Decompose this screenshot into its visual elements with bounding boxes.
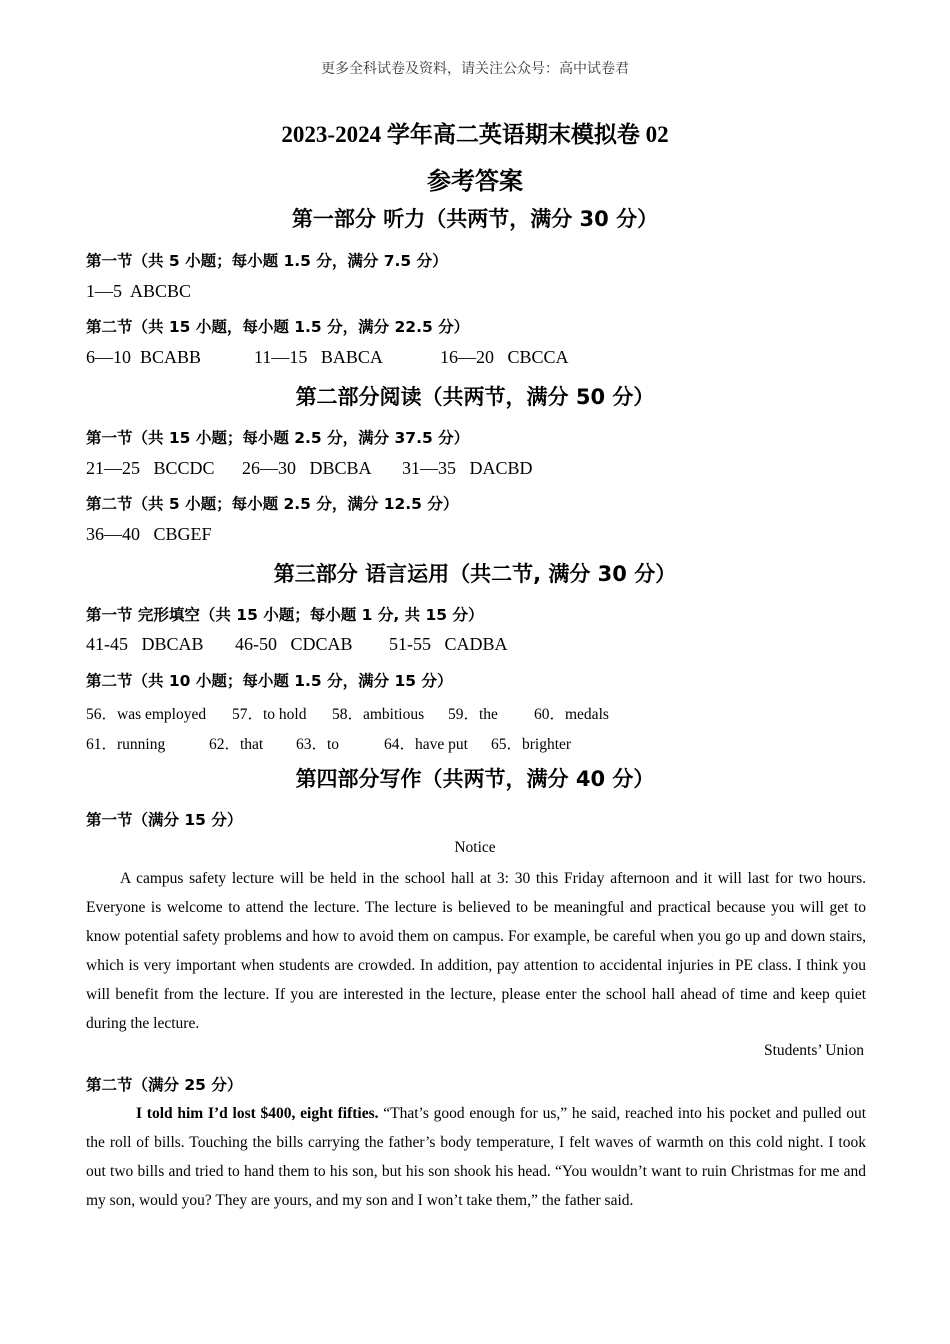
fill-row [86, 732, 571, 754]
answer-group: 11—15 BABCA [254, 347, 383, 367]
notice-signature: Students’ Union [763, 1042, 864, 1059]
answer-group: 31—35 DACBD [402, 458, 533, 478]
answer-group: 26—30 DBCBA [242, 458, 372, 478]
part1-section2-answers [86, 347, 569, 368]
answer-group: 6—10 BCABB [86, 347, 202, 367]
answer-group: 16—20 CBCCA [440, 347, 569, 367]
answer-group: 1—5 ABCBC [86, 281, 192, 301]
part3-section1-heading: 第一节 完形填空（共 15 小题；每小题 1 分, 共 15 分） [86, 606, 484, 624]
fill-answer: 65．brighter [491, 736, 572, 753]
fill-answer: 56．was employed [86, 706, 207, 723]
part1-section1-answers [86, 281, 191, 302]
part2-section1-answers [86, 458, 533, 479]
notice-title: Notice [454, 839, 496, 856]
notice-paragraph: A campus safety lecture will be held in the school hall at 3: 30 this Friday afternoon and it will last for two hours. Everyone is welcome to attend the lecture. The lecture is believed to be meaningful and practical because you will get to know potential safety problems and how to avoid them on campus. For example, be careful when you go up and down stairs, which is very important when students are crowded. In addition, pay attention to accidental injuries in PE class. I think you will benefit from the lecture. If you are interested in the lecture, please enter the school hall ahead of time and keep quiet during the lecture. [86, 870, 866, 1032]
story-text: “That’s good enough for us,” he said, reached into his pocket and pulled out the roll of bills. Touching the bills carrying the father’s body temperature, I felt waves of warmth on this cold night. I took out two bills and tried to hand them to his son, but his son shook his head. “You wouldn’t want to ruin Christmas for me and my son, would you? They are yours, and my son and I won’t take them,” the father said. [86, 1105, 866, 1209]
document-title: 2023-2024 学年高二英语期末模拟卷 02 [281, 122, 669, 147]
answer-group: 41-45 DBCAB [86, 634, 204, 654]
fill-answer: 61．running [86, 736, 166, 753]
fill-answer: 60．medals [534, 706, 609, 723]
header-note: 更多全科试卷及资料，请关注公众号：高中试卷君 [321, 62, 629, 77]
notice-body [86, 864, 866, 1038]
part3-heading: 第三部分 语言运用（共二节, 满分 30 分） [273, 562, 677, 586]
part1-heading: 第一部分 听力（共两节，满分 30 分） [291, 207, 659, 231]
part4-section1-heading: 第一节（满分 15 分） [86, 811, 243, 829]
answer-group: 36—40 CBGEF [86, 524, 212, 544]
part2-section2-answers [86, 524, 212, 545]
part3-section1-answers [86, 634, 508, 655]
part2-heading: 第二部分阅读（共两节，满分 50 分） [295, 385, 655, 409]
part3-section2-heading: 第二节（共 10 小题；每小题 1.5 分，满分 15 分） [86, 672, 453, 690]
answer-group: 21—25 BCCDC [86, 458, 215, 478]
fill-answer: 59．the [448, 706, 498, 723]
fill-answer: 62．that [209, 736, 264, 753]
fill-answer: 64．have put [384, 736, 468, 753]
part2-section1-heading: 第一节（共 15 小题；每小题 2.5 分，满分 37.5 分） [86, 429, 470, 447]
fill-answer: 57．to hold [232, 706, 307, 723]
fill-answer: 58．ambitious [332, 706, 425, 723]
document-subtitle: 参考答案 [427, 169, 523, 195]
fill-row [86, 702, 609, 724]
story-lead: I told him I’d lost $400, eight fifties. [136, 1105, 379, 1122]
fill-answer: 63．to [296, 736, 340, 753]
part4-heading: 第四部分写作（共两节，满分 40 分） [295, 767, 655, 791]
answer-group: 51-55 CADBA [389, 634, 508, 654]
story-body [86, 1099, 866, 1215]
answer-group: 46-50 CDCAB [235, 634, 353, 654]
part1-section2-heading: 第二节（共 15 小题，每小题 1.5 分，满分 22.5 分） [86, 318, 470, 336]
part1-section1-heading: 第一节（共 5 小题；每小题 1.5 分，满分 7.5 分） [86, 252, 448, 270]
story-paragraph [86, 1099, 866, 1215]
part4-section2-heading: 第二节（满分 25 分） [86, 1076, 243, 1094]
part2-section2-heading: 第二节（共 5 小题；每小题 2.5 分，满分 12.5 分） [86, 495, 459, 513]
